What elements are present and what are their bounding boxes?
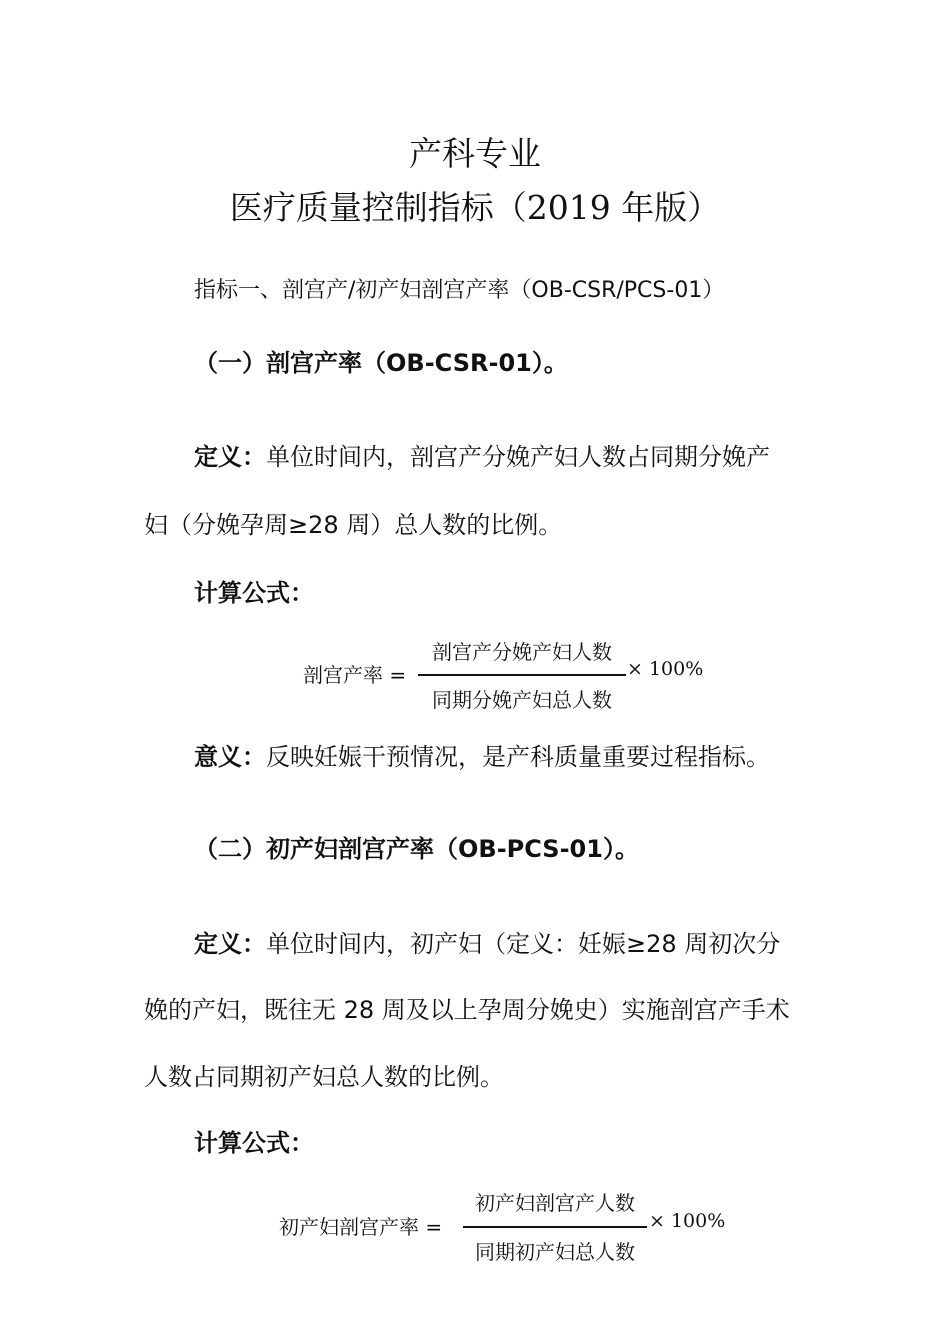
section2-definition-line3: 人数占同期初产妇总人数的比例。 bbox=[144, 1063, 504, 1091]
indicator-heading: 指标一、剖宫产/初产妇剖宫产率（OB-CSR/PCS-01） bbox=[194, 278, 725, 303]
section2-definition-line1 bbox=[194, 924, 780, 959]
formula2-multiplier: × 100% bbox=[649, 1210, 726, 1232]
meaning-text: 反映妊娠干预情况，是产科质量重要过程指标。 bbox=[266, 743, 770, 771]
formula1-numerator: 剖宫产分娩产妇人数 bbox=[432, 640, 612, 664]
formula1-multiplier: × 100% bbox=[627, 658, 704, 680]
formula1-fraction-bar bbox=[418, 674, 626, 676]
section1-heading: （一）剖宫产率（OB-CSR-01）。 bbox=[194, 349, 568, 377]
formula2-numerator: 初产妇剖宫产人数 bbox=[475, 1191, 635, 1215]
section1-definition-line1 bbox=[194, 437, 770, 472]
section1-formula-label: 计算公式： bbox=[194, 579, 314, 607]
definition-text: 单位时间内，剖宫产分娩产妇人数占同期分娩产 bbox=[266, 443, 770, 471]
formula2-fraction-bar bbox=[463, 1226, 647, 1228]
section2-definition-line2: 娩的产妇，既往无 28 周及以上孕周分娩史）实施剖宫产手术 bbox=[144, 996, 790, 1024]
section2-heading: （二）初产妇剖宫产率（OB-PCS-01）。 bbox=[194, 835, 639, 863]
title-line-2: 医疗质量控制指标（2019 年版） bbox=[229, 188, 721, 227]
section1-definition-line2: 妇（分娩孕周≥28 周）总人数的比例。 bbox=[144, 511, 563, 539]
meaning-label: 意义： bbox=[194, 743, 266, 771]
definition-text: 单位时间内，初产妇（定义：妊娠≥28 周初次分 bbox=[266, 930, 781, 958]
formula1-lhs: 剖宫产率 = bbox=[303, 663, 407, 687]
definition-label: 定义： bbox=[194, 930, 266, 958]
section2-formula-label: 计算公式： bbox=[194, 1129, 314, 1157]
formula1-denominator: 同期分娩产妇总人数 bbox=[432, 688, 612, 712]
title-line-1: 产科专业 bbox=[409, 134, 541, 173]
section1-meaning bbox=[194, 737, 770, 772]
formula2-lhs: 初产妇剖宫产率 = bbox=[279, 1215, 443, 1239]
formula2-denominator: 同期初产妇总人数 bbox=[475, 1240, 635, 1264]
definition-label: 定义： bbox=[194, 443, 266, 471]
